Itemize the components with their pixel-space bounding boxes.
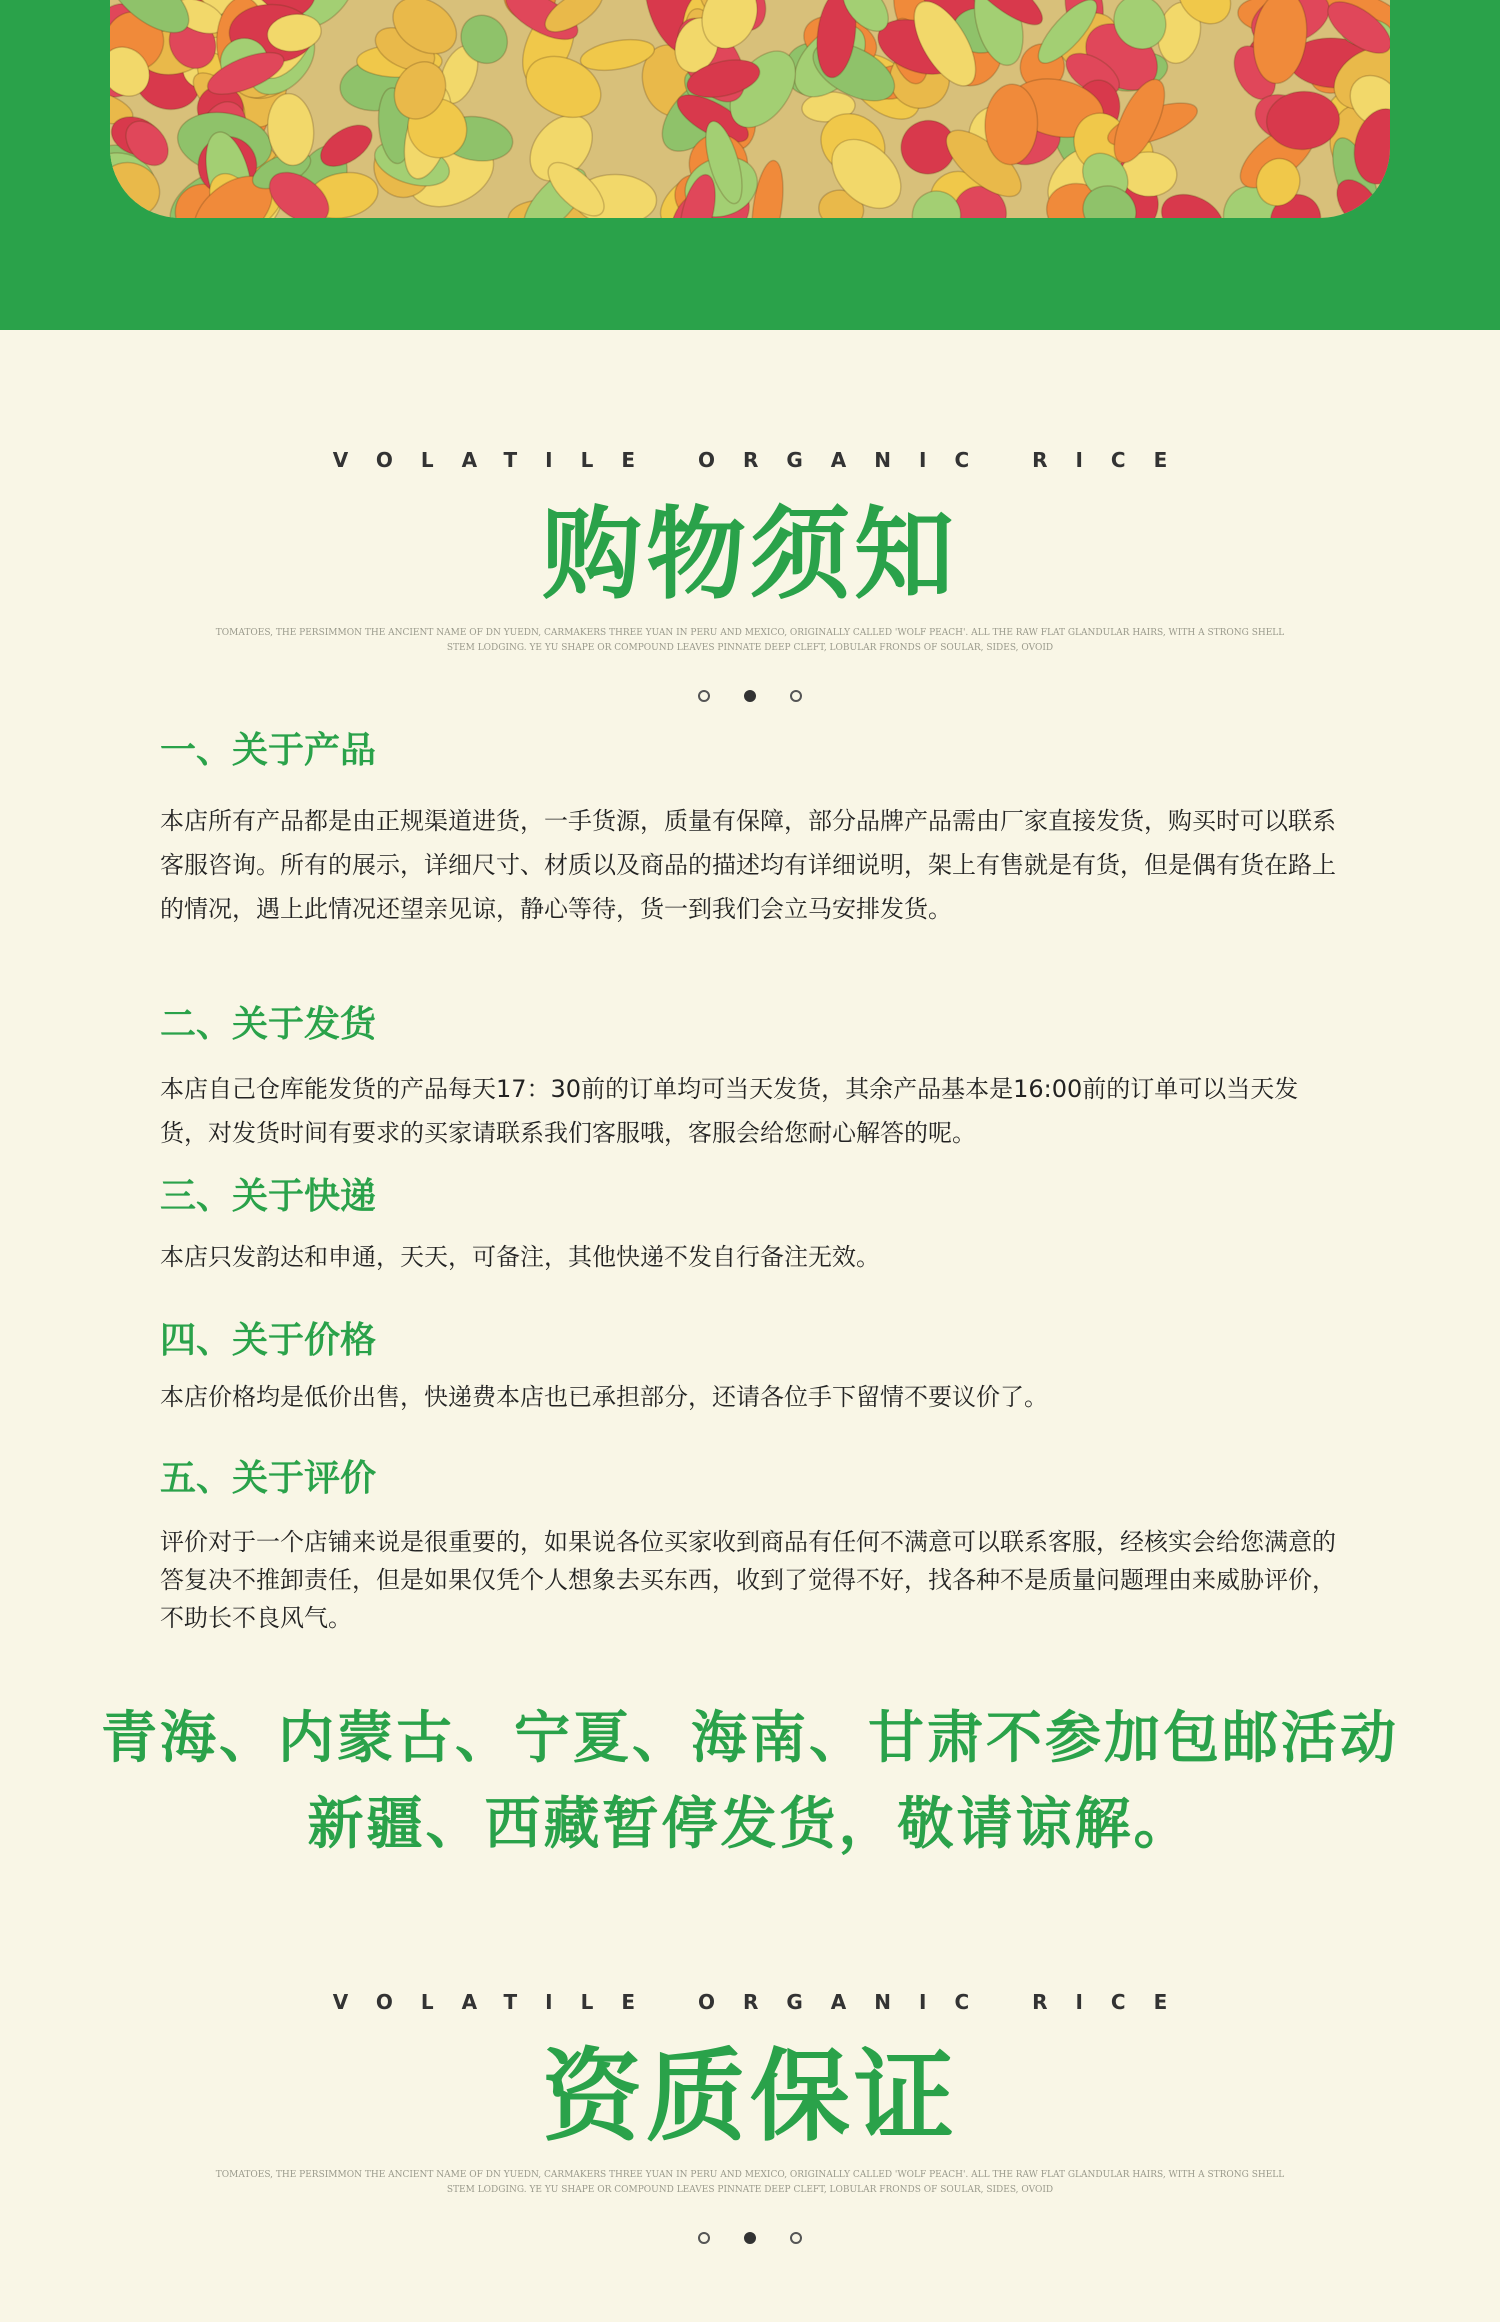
section-title: 资质保证 xyxy=(542,2038,958,2155)
notice-courier xyxy=(160,1168,1340,1279)
notice-heading: 一、关于产品 xyxy=(160,730,377,771)
section-fine-print: TOMATOES, THE PERSIMMON THE ANCIENT NAME OF DN YUEDN, CARMAKERS THREE YUAN IN PERU AND MEXICO, ORIGINALLY CALLED 'WOLF PEACH'. ALL THE RAW FLAT GLANDULAR HAIRS, WITH A STRONG SHELL STEM LODGING. YE YU SHAPE OR COMPOUND LEAVES PINNATE DEEP CLEFT, LOBULAR FRONDS OF SOULAR, SIDES, OVOID xyxy=(215,2170,1285,2195)
notice-heading: 四、关于价格 xyxy=(160,1320,377,1361)
notice-body: 本店只发韵达和申通，天天，可备注，其他快递不发自行备注无效。 xyxy=(160,1243,880,1271)
carousel-dot-active[interactable] xyxy=(744,690,756,702)
section-title: 购物须知 xyxy=(542,496,958,613)
banner-line-1: 青海、内蒙古、宁夏、海南、甘肃不参加包邮活动 xyxy=(101,1706,1399,1771)
carousel-dot[interactable] xyxy=(790,2232,802,2244)
pet-food-kibble-photo xyxy=(110,0,1390,218)
carousel-dots xyxy=(0,690,1500,702)
carousel-dot[interactable] xyxy=(698,2232,710,2244)
notice-body: 本店所有产品都是由正规渠道进货，一手货源，质量有保障，部分品牌产品需由厂家直接发货，购买时可以联系客服咨询。所有的展示，详细尺寸、材质以及商品的描述均有详细说明，架上有售就是有货，但是偶有货在路上的情况，遇上此情况还望亲见谅，静心等待，货一到我们会立马安排发货。 xyxy=(160,807,1336,923)
qualification-header xyxy=(0,1990,1500,2244)
carousel-dots xyxy=(0,2232,1500,2244)
notice-heading: 二、关于发货 xyxy=(160,1004,377,1045)
section-kicker: VOLATILE ORGANIC RICE xyxy=(332,1990,1196,2014)
shopping-notice-header xyxy=(0,448,1500,702)
notice-review xyxy=(160,1450,1340,1637)
banner-line-2: 新疆、西藏暂停发货，敬请谅解。 xyxy=(307,1792,1193,1857)
carousel-dot[interactable] xyxy=(790,690,802,702)
notice-shipping xyxy=(160,996,1340,1155)
notice-body: 本店价格均是低价出售，快递费本店也已承担部分，还请各位手下留情不要议价了。 xyxy=(160,1383,1048,1411)
notice-body: 评价对于一个店铺来说是很重要的，如果说各位买家收到商品有任何不满意可以联系客服，经核实会给您满意的答复决不推卸责任，但是如果仅凭个人想象去买东西，收到了觉得不好，找各种不是质量问题理由来威胁评价，不助长不良风气。 xyxy=(160,1528,1336,1632)
notice-body: 本店自己仓库能发货的产品每天17：30前的订单均可当天发货，其余产品基本是16:00前的订单可以当天发货，对发货时间有要求的买家请联系我们客服哦，客服会给您耐心解答的呢。 xyxy=(160,1075,1299,1147)
notice-price xyxy=(160,1312,1340,1419)
notice-heading: 三、关于快递 xyxy=(160,1176,377,1217)
notice-product xyxy=(160,722,1340,931)
carousel-dot[interactable] xyxy=(698,690,710,702)
section-fine-print: TOMATOES, THE PERSIMMON THE ANCIENT NAME OF DN YUEDN, CARMAKERS THREE YUAN IN PERU AND MEXICO, ORIGINALLY CALLED 'WOLF PEACH'. ALL THE RAW FLAT GLANDULAR HAIRS, WITH A STRONG SHELL STEM LODGING. YE YU SHAPE OR COMPOUND LEAVES PINNATE DEEP CLEFT, LOBULAR FRONDS OF SOULAR, SIDES, OVOID xyxy=(215,628,1285,653)
notice-heading: 五、关于评价 xyxy=(160,1458,377,1499)
carousel-dot-active[interactable] xyxy=(744,2232,756,2244)
section-kicker: VOLATILE ORGANIC RICE xyxy=(332,448,1196,472)
shipping-restriction-banner xyxy=(0,1696,1500,1868)
